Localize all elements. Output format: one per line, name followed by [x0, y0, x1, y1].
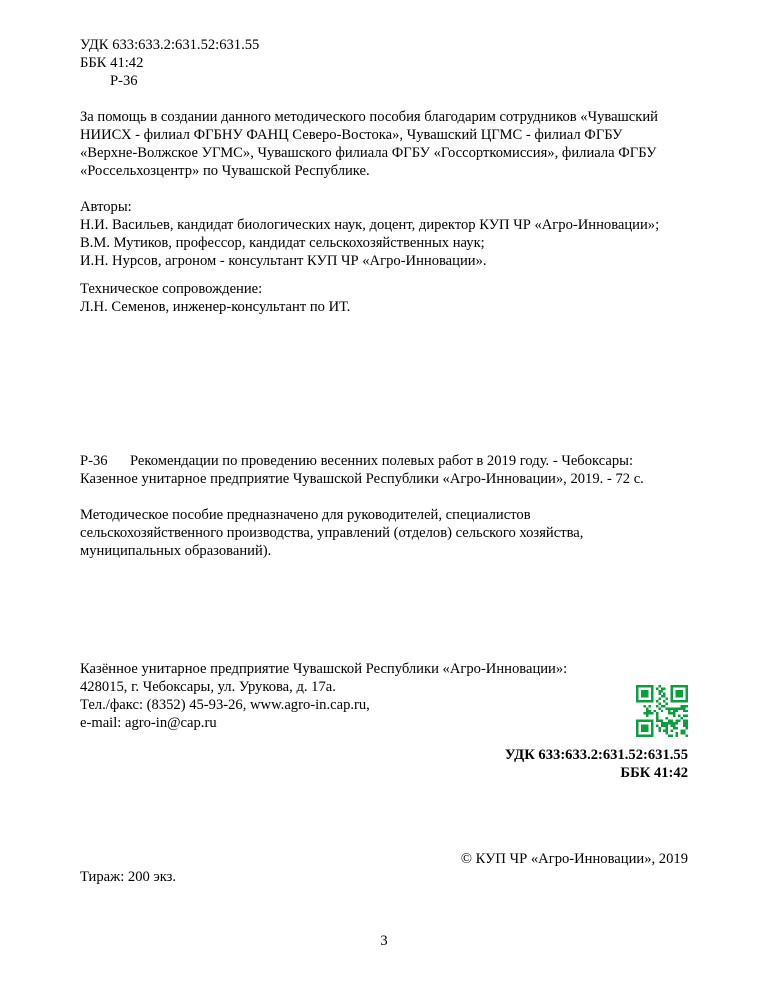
- annotation-line-1: Методическое пособие предназначено для руководителей, специалистов: [80, 507, 531, 523]
- page-number: 3: [380, 933, 388, 949]
- print-run: Тираж: 200 экз.: [80, 869, 177, 885]
- publisher-phone: Тел./факс: (8352) 45-93-26, www.agro-in.cap.ru,: [80, 697, 370, 713]
- ack-line-1: За помощь в создании данного методического пособия благодарим сотрудников «Чувашский: [80, 109, 658, 125]
- publisher-email: e-mail: agro-in@cap.ru: [80, 715, 217, 731]
- authors-heading: Авторы:: [80, 199, 132, 215]
- annotation: [80, 506, 688, 560]
- record-line-1: [80, 452, 688, 470]
- bibliographic-record: [80, 452, 688, 488]
- qr-code-icon: [636, 685, 688, 737]
- ack-line-4: «Россельхозцентр» по Чувашской Республике.: [80, 163, 370, 179]
- author-item: Н.И. Васильев, кандидат биологических наук, доцент, директор КУП ЧР «Агро-Инновации»;: [80, 217, 660, 233]
- udk-footer: [80, 746, 688, 782]
- ack-line-2: НИИСХ - филиал ФГБНУ ФАНЦ Северо-Востока», Чувашский ЦГМС - филиал ФГБУ: [80, 127, 623, 143]
- record-line-2: Казенное унитарное предприятие Чувашской Республики «Агро-Инновации», 2019. - 72 с.: [80, 471, 644, 487]
- publisher-name: Казённое унитарное предприятие Чувашской Республики «Агро-Инновации»:: [80, 661, 568, 677]
- copyright: © КУП ЧР «Агро-Инновации», 2019: [460, 851, 688, 867]
- annotation-line-2: сельскохозяйственного производства, управлений (отделов) сельского хозяйства,: [80, 525, 584, 541]
- ack-line-3: «Верхне-Волжское УГМС», Чувашского филиала ФГБУ «Госсорткомиссия», филиала ФГБУ: [80, 145, 657, 161]
- publisher-info: [80, 660, 620, 732]
- record-title: Рекомендации по проведению весенних полевых работ в 2019 году. - Чебоксары:: [130, 453, 634, 469]
- tech-support-section: [80, 280, 688, 316]
- authors-section: [80, 198, 688, 270]
- annotation-line-3: муниципальных образований).: [80, 543, 272, 559]
- footer-bbk: ББК 41:42: [620, 765, 688, 781]
- publisher-address: 428015, г. Чебоксары, ул. Урукова, д. 17а.: [80, 679, 336, 695]
- acknowledgements: [80, 108, 688, 180]
- author-item: В.М. Мутиков, профессор, кандидат сельскохозяйственных наук;: [80, 235, 485, 251]
- udk-code: УДК 633:633.2:631.52:631.55: [80, 37, 260, 53]
- author-item: И.Н. Нурсов, агроном - консультант КУП ЧР «Агро-Инновации».: [80, 253, 487, 269]
- author-mark: Р-36: [110, 73, 138, 89]
- footer-udk: УДК 633:633.2:631.52:631.55: [504, 747, 688, 763]
- tech-person: Л.Н. Семенов, инженер-консультант по ИТ.: [80, 299, 351, 315]
- udk-header: [80, 36, 688, 90]
- bbk-code: ББК 41:42: [80, 55, 144, 71]
- tech-heading: Техническое сопровождение:: [80, 281, 263, 297]
- record-code: Р-36: [80, 453, 108, 469]
